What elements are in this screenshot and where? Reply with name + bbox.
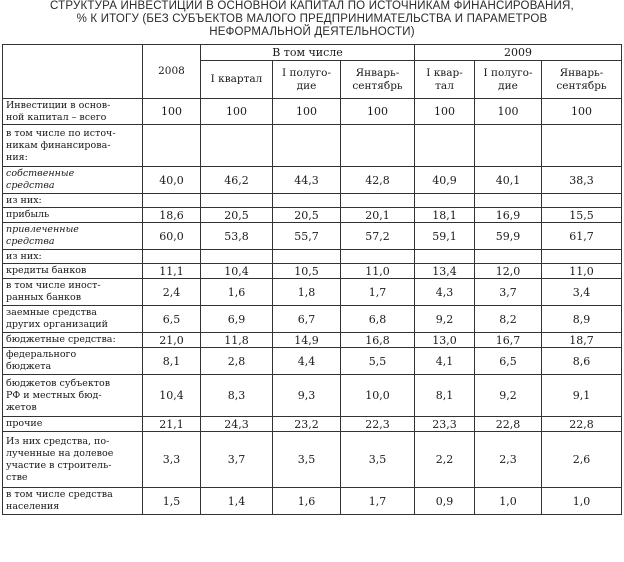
value-cell: 46,2 [201,167,273,194]
investment-structure-table [2,44,622,515]
header-col-h1-2009: I полуго- дие [475,61,542,99]
header-col-q1-2008: I квартал [201,61,273,99]
value-cell: 2,8 [201,348,273,375]
row-label: в том числе средства населения [3,488,143,515]
value-cell: 8,3 [201,375,273,417]
row-label: федерального бюджета [3,348,143,375]
value-cell: 40,0 [143,167,201,194]
value-cell: 21,1 [143,417,201,432]
value-cell: 59,9 [475,223,542,250]
value-cell: 4,4 [273,348,341,375]
value-cell: 9,3 [273,375,341,417]
table-row [3,432,622,488]
table-row [3,223,622,250]
value-cell: 9,2 [475,375,542,417]
value-cell: 20,5 [273,208,341,223]
value-cell: 100 [201,99,273,125]
value-cell [542,125,622,167]
value-cell [415,250,475,264]
value-cell: 1,6 [273,488,341,515]
value-cell: 3,5 [341,432,415,488]
title-line-2: % К ИТОГУ (БЕЗ СУБЪЕКТОВ МАЛОГО ПРЕДПРИНИМАТЕЛЬСТВА И ПАРАМЕТРОВ [76,13,548,25]
title-line-3: НЕФОРМАЛЬНОЙ ДЕЯТЕЛЬНОСТИ) [209,26,415,38]
row-label: прочие [3,417,143,432]
value-cell: 18,7 [542,333,622,348]
value-cell: 23,3 [415,417,475,432]
row-label: бюджетов субъектов РФ и местных бюд- жетов [3,375,143,417]
value-cell: 9,2 [415,306,475,333]
value-cell: 1,0 [475,488,542,515]
value-cell: 100 [542,99,622,125]
value-cell: 8,1 [143,348,201,375]
value-cell: 100 [143,99,201,125]
value-cell: 2,2 [415,432,475,488]
header-col-h1-2008: I полуго- дие [273,61,341,99]
row-label: привлеченные средства [3,223,143,250]
value-cell [201,250,273,264]
value-cell [201,125,273,167]
value-cell: 14,9 [273,333,341,348]
value-cell: 40,9 [415,167,475,194]
table-row [3,488,622,515]
value-cell: 10,4 [201,264,273,279]
header-col-9m-2009: Январь- сентябрь [542,61,622,99]
value-cell [201,194,273,208]
value-cell: 16,7 [475,333,542,348]
value-cell: 11,0 [542,264,622,279]
header-year-2008: 2008 [143,45,201,99]
row-label: Инвестиции в основ- ной капитал – всего [3,99,143,125]
value-cell: 11,8 [201,333,273,348]
table-row [3,125,622,167]
value-cell: 1,5 [143,488,201,515]
value-cell: 8,6 [542,348,622,375]
value-cell: 57,2 [341,223,415,250]
value-cell: 12,0 [475,264,542,279]
value-cell: 2,3 [475,432,542,488]
value-cell: 0,9 [415,488,475,515]
value-cell: 6,8 [341,306,415,333]
value-cell: 3,7 [201,432,273,488]
value-cell: 6,5 [143,306,201,333]
row-label: в том числе иност- ранных банков [3,279,143,306]
table-row [3,348,622,375]
value-cell [143,125,201,167]
value-cell: 13,4 [415,264,475,279]
value-cell: 10,0 [341,375,415,417]
value-cell: 60,0 [143,223,201,250]
row-label: в том числе по источ- никам финансирова- ния: [3,125,143,167]
value-cell: 18,1 [415,208,475,223]
value-cell [542,194,622,208]
value-cell: 6,7 [273,306,341,333]
value-cell: 59,1 [415,223,475,250]
value-cell: 55,7 [273,223,341,250]
value-cell [273,125,341,167]
value-cell: 20,1 [341,208,415,223]
value-cell [273,250,341,264]
value-cell: 1,7 [341,488,415,515]
row-label: кредиты банков [3,264,143,279]
value-cell: 3,3 [143,432,201,488]
value-cell: 24,3 [201,417,273,432]
row-label: прибыль [3,208,143,223]
table-row [3,250,622,264]
value-cell [143,194,201,208]
value-cell: 22,8 [475,417,542,432]
table-row [3,194,622,208]
table-row [3,306,622,333]
value-cell [143,250,201,264]
value-cell: 40,1 [475,167,542,194]
value-cell: 100 [415,99,475,125]
value-cell: 11,1 [143,264,201,279]
row-label: заемные средства других организаций [3,306,143,333]
value-cell: 2,4 [143,279,201,306]
value-cell: 1,7 [341,279,415,306]
value-cell: 5,5 [341,348,415,375]
value-cell: 8,9 [542,306,622,333]
value-cell: 6,5 [475,348,542,375]
value-cell [273,194,341,208]
header-blank [3,45,143,99]
table-row [3,208,622,223]
row-label: из них: [3,250,143,264]
value-cell: 10,5 [273,264,341,279]
value-cell: 61,7 [542,223,622,250]
table-row [3,333,622,348]
value-cell: 22,3 [341,417,415,432]
value-cell: 1,6 [201,279,273,306]
row-label: из них: [3,194,143,208]
value-cell: 20,5 [201,208,273,223]
value-cell: 15,5 [542,208,622,223]
value-cell: 2,6 [542,432,622,488]
value-cell: 16,9 [475,208,542,223]
value-cell: 1,4 [201,488,273,515]
row-label: собственные средства [3,167,143,194]
table-row [3,264,622,279]
header-year-2009: 2009 [415,45,622,61]
value-cell: 1,8 [273,279,341,306]
value-cell: 22,8 [542,417,622,432]
header-group-2008: В том числе [201,45,415,61]
value-cell: 10,4 [143,375,201,417]
value-cell: 4,3 [415,279,475,306]
value-cell: 21,0 [143,333,201,348]
row-label: Из них средства, по- лученные на долевое участие в строитель- стве [3,432,143,488]
value-cell: 18,6 [143,208,201,223]
row-label: бюджетные средства: [3,333,143,348]
value-cell [341,125,415,167]
value-cell: 16,8 [341,333,415,348]
table-row [3,167,622,194]
value-cell [475,250,542,264]
table-row [3,417,622,432]
table-row [3,375,622,417]
value-cell: 100 [273,99,341,125]
value-cell: 8,2 [475,306,542,333]
value-cell [475,125,542,167]
value-cell: 8,1 [415,375,475,417]
header-col-q1-2009: I квар- тал [415,61,475,99]
value-cell: 38,3 [542,167,622,194]
value-cell [341,194,415,208]
value-cell: 23,2 [273,417,341,432]
value-cell [475,194,542,208]
value-cell [542,250,622,264]
value-cell: 44,3 [273,167,341,194]
value-cell: 100 [475,99,542,125]
header-col-9m-2008: Январь- сентябрь [341,61,415,99]
value-cell: 100 [341,99,415,125]
value-cell: 53,8 [201,223,273,250]
table-row [3,99,622,125]
table-title [0,0,624,42]
value-cell: 42,8 [341,167,415,194]
value-cell [415,194,475,208]
title-line-1: СТРУКТУРА ИНВЕСТИЦИЙ В ОСНОВНОЙ КАПИТАЛ ПО ИСТОЧНИКАМ ФИНАНСИРОВАНИЯ, [50,0,574,12]
value-cell: 3,7 [475,279,542,306]
table-row [3,279,622,306]
value-cell: 3,4 [542,279,622,306]
value-cell: 6,9 [201,306,273,333]
value-cell: 9,1 [542,375,622,417]
value-cell [341,250,415,264]
value-cell: 4,1 [415,348,475,375]
value-cell [415,125,475,167]
value-cell: 1,0 [542,488,622,515]
value-cell: 13,0 [415,333,475,348]
value-cell: 11,0 [341,264,415,279]
value-cell: 3,5 [273,432,341,488]
